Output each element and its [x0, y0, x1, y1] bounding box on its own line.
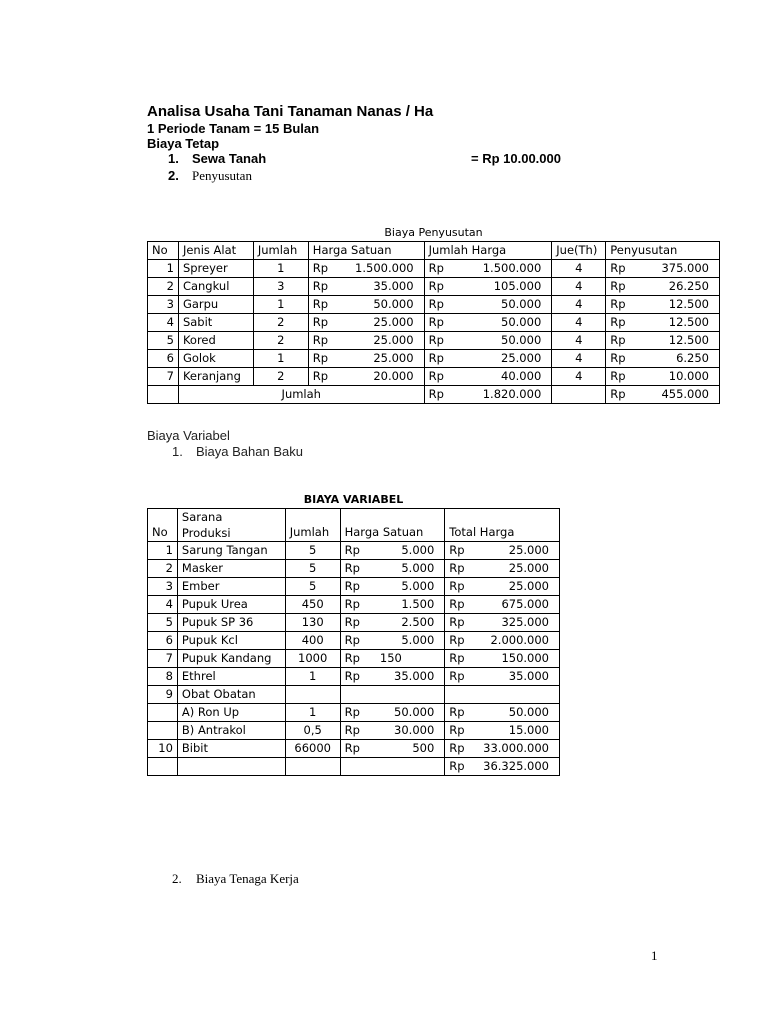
currency: Rp [449, 723, 465, 737]
item-name: Pupuk SP 36 [177, 614, 285, 632]
total-price-cell [445, 578, 560, 596]
total-price: 35.000 [508, 669, 549, 683]
quantity: 3 [253, 278, 308, 296]
table-row [148, 296, 720, 314]
currency: Rp [312, 297, 329, 311]
col-header-unit-price: Harga Satuan [340, 509, 445, 542]
row-number: 9 [148, 686, 178, 704]
quantity: 66000 [285, 740, 340, 758]
unit-price-cell [308, 368, 424, 386]
row-number [148, 704, 178, 722]
header-line: Produksi [181, 526, 231, 540]
total-price-cell [445, 686, 560, 704]
sum-total: 1.820.000 [482, 387, 542, 401]
currency: Rp [312, 351, 329, 365]
row-number: 1 [148, 260, 179, 278]
row-number [148, 722, 178, 740]
col-header-unit-price: Harga Satuan [308, 242, 424, 260]
table-row [148, 614, 560, 632]
total-price: 50.000 [501, 315, 542, 329]
quantity: 2 [253, 368, 308, 386]
sum-empty-cell [148, 386, 179, 404]
quantity: 1 [285, 668, 340, 686]
quantity: 400 [285, 632, 340, 650]
table-row [148, 668, 560, 686]
item-name: B) Antrakol [177, 722, 285, 740]
currency: Rp [610, 279, 626, 293]
currency: Rp [610, 333, 626, 347]
currency: Rp [344, 543, 360, 557]
table-row [148, 278, 720, 296]
table-row [148, 632, 560, 650]
table-row [148, 596, 560, 614]
lifespan-years: 4 [552, 296, 606, 314]
unit-price-cell [340, 722, 445, 740]
variable-costs-table [147, 508, 560, 776]
variable-table-caption: BIAYA VARIABEL [303, 493, 404, 506]
currency: Rp [449, 651, 465, 665]
unit-price: 1.500.000 [355, 261, 414, 275]
land-rent-value: = Rp 10.00.000 [471, 151, 561, 166]
unit-price-cell [340, 704, 445, 722]
unit-price-cell [308, 350, 424, 368]
quantity: 1 [253, 350, 308, 368]
row-number: 4 [148, 314, 179, 332]
unit-price-cell [308, 314, 424, 332]
lifespan-years: 4 [552, 350, 606, 368]
table-sum-row [148, 386, 720, 404]
variable-costs-heading: Biaya Variabel [147, 428, 230, 443]
currency: Rp [449, 561, 465, 575]
currency: Rp [449, 741, 465, 755]
lifespan-years: 4 [552, 278, 606, 296]
total-price-cell [424, 332, 552, 350]
currency: Rp [610, 297, 626, 311]
table-row [148, 758, 560, 776]
item-name: Ethrel [177, 668, 285, 686]
unit-price: 50.000 [373, 297, 414, 311]
currency: Rp [610, 315, 626, 329]
lifespan-years: 4 [552, 314, 606, 332]
item-name: Masker [177, 560, 285, 578]
col-header-no: No [148, 509, 178, 542]
item-name: Kored [178, 332, 253, 350]
row-number: 2 [148, 278, 179, 296]
total-price-cell [445, 614, 560, 632]
lifespan-years: 4 [552, 332, 606, 350]
total-price-cell [424, 314, 552, 332]
item-name: Sarung Tangan [177, 542, 285, 560]
currency: Rp [344, 633, 360, 647]
depreciation-value: 12.500 [668, 333, 709, 347]
unit-price: 25.000 [373, 333, 414, 347]
sum-label: Jumlah [178, 386, 424, 404]
unit-price: 2.500 [401, 615, 435, 629]
fixed-cost-item-depreciation [168, 168, 252, 184]
unit-price-cell [340, 740, 445, 758]
currency: Rp [428, 315, 444, 329]
col-header-lifespan: Jue(Th) [552, 242, 606, 260]
total-price: 150.000 [501, 651, 549, 665]
depreciation-value: 26.250 [668, 279, 709, 293]
total-price: 50.000 [501, 333, 542, 347]
quantity: 1 [285, 704, 340, 722]
table-row [148, 650, 560, 668]
total-price: 105.000 [493, 279, 542, 293]
total-price-cell [424, 296, 552, 314]
table-header-row [148, 242, 720, 260]
depreciation-value: 12.500 [668, 315, 709, 329]
total-price-cell [424, 278, 552, 296]
currency: Rp [428, 387, 444, 401]
total-price: 50.000 [508, 705, 549, 719]
depreciation-value-cell [606, 368, 720, 386]
row-number: 6 [148, 632, 178, 650]
sum-depreciation: 455.000 [661, 387, 709, 401]
table-row [148, 740, 560, 758]
table-row [148, 686, 560, 704]
currency: Rp [344, 651, 360, 665]
quantity: 130 [285, 614, 340, 632]
depreciation-value-cell [606, 278, 720, 296]
currency: Rp [449, 669, 465, 683]
planting-period: 1 Periode Tanam = 15 Bulan [147, 121, 320, 136]
currency: Rp [449, 633, 465, 647]
currency: Rp [312, 315, 329, 329]
row-number: 5 [148, 332, 179, 350]
table-row [148, 332, 720, 350]
row-number: 6 [148, 350, 179, 368]
currency: Rp [610, 351, 626, 365]
unit-price-cell [340, 758, 445, 776]
quantity [285, 758, 340, 776]
row-number: 2 [148, 560, 178, 578]
row-number: 10 [148, 740, 178, 758]
currency: Rp [344, 579, 360, 593]
item-name: Bibit [177, 740, 285, 758]
unit-price: 5.000 [401, 579, 435, 593]
row-number: 7 [148, 368, 179, 386]
total-price: 40.000 [501, 369, 542, 383]
col-header-qty: Jumlah [285, 509, 340, 542]
quantity: 0,5 [285, 722, 340, 740]
variable-item-raw-materials [172, 444, 303, 459]
total-price: 36.325.000 [483, 759, 549, 773]
currency: Rp [428, 369, 444, 383]
total-price: 25.000 [508, 561, 549, 575]
total-price: 25.000 [508, 543, 549, 557]
col-header-total-price: Total Harga [445, 509, 560, 542]
unit-price: 25.000 [373, 315, 414, 329]
unit-price: 35.000 [373, 279, 414, 293]
unit-price: 5.000 [401, 543, 435, 557]
variable-item-labor [172, 871, 299, 887]
unit-price: 1.500 [401, 597, 435, 611]
currency: Rp [428, 261, 444, 275]
unit-price-cell [340, 560, 445, 578]
col-header-qty: Jumlah [253, 242, 308, 260]
table-row [148, 578, 560, 596]
total-price-cell [445, 596, 560, 614]
table-row [148, 368, 720, 386]
total-price-cell [445, 632, 560, 650]
total-price-cell [445, 704, 560, 722]
total-price: 25.000 [501, 351, 542, 365]
depreciation-value: 12.500 [668, 297, 709, 311]
item-name: Obat Obatan [177, 686, 285, 704]
list-label: Biaya Bahan Baku [196, 444, 303, 459]
row-number: 3 [148, 578, 178, 596]
currency: Rp [428, 351, 444, 365]
currency: Rp [449, 705, 465, 719]
col-header-item [177, 509, 285, 542]
quantity: 1 [253, 260, 308, 278]
unit-price-cell [340, 596, 445, 614]
currency: Rp [312, 369, 329, 383]
currency: Rp [449, 543, 465, 557]
currency: Rp [312, 261, 329, 275]
row-number: 5 [148, 614, 178, 632]
item-name [177, 758, 285, 776]
table-row [148, 350, 720, 368]
unit-price-cell [308, 278, 424, 296]
unit-price: 50.000 [394, 705, 435, 719]
depreciation-value-cell [606, 314, 720, 332]
col-header-total-price: Jumlah Harga [424, 242, 552, 260]
unit-price: 5.000 [401, 561, 435, 575]
item-name: A) Ron Up [177, 704, 285, 722]
total-price: 675.000 [501, 597, 549, 611]
row-number: 7 [148, 650, 178, 668]
quantity: 2 [253, 332, 308, 350]
list-number: 1. [168, 151, 179, 166]
table-row [148, 314, 720, 332]
total-price-cell [445, 650, 560, 668]
quantity: 5 [285, 542, 340, 560]
list-number: 2. [168, 168, 179, 183]
unit-price-cell [308, 296, 424, 314]
total-price-cell [445, 758, 560, 776]
depreciation-value: 10.000 [668, 369, 709, 383]
sum-total-cell [424, 386, 552, 404]
col-header-depreciation: Penyusutan [606, 242, 720, 260]
currency: Rp [344, 669, 360, 683]
depreciation-table [147, 241, 720, 404]
depreciation-value-cell [606, 260, 720, 278]
unit-price-cell [340, 686, 445, 704]
unit-price: 20.000 [373, 369, 414, 383]
quantity: 450 [285, 596, 340, 614]
total-price-cell [424, 350, 552, 368]
col-header-item: Jenis Alat [178, 242, 253, 260]
unit-price-cell [340, 614, 445, 632]
currency: Rp [610, 261, 626, 275]
total-price-cell [445, 542, 560, 560]
total-price-cell [445, 740, 560, 758]
list-number: 2. [172, 871, 182, 886]
item-name: Golok [178, 350, 253, 368]
total-price-cell [424, 260, 552, 278]
unit-price-cell [340, 542, 445, 560]
row-number [148, 758, 178, 776]
quantity: 5 [285, 560, 340, 578]
total-price: 25.000 [508, 579, 549, 593]
currency: Rp [344, 741, 360, 755]
item-name: Cangkul [178, 278, 253, 296]
depreciation-value-cell [606, 296, 720, 314]
total-price: 15.000 [508, 723, 549, 737]
unit-price: 30.000 [394, 723, 435, 737]
currency: Rp [428, 297, 444, 311]
quantity: 5 [285, 578, 340, 596]
list-number: 1. [172, 444, 183, 459]
table-row [148, 260, 720, 278]
depreciation-value: 6.250 [676, 351, 709, 365]
item-name: Garpu [178, 296, 253, 314]
table-header-row [148, 509, 560, 542]
currency: Rp [428, 333, 444, 347]
document-title: Analisa Usaha Tani Tanaman Nanas / Ha [147, 103, 434, 120]
depreciation-value: 375.000 [661, 261, 709, 275]
header-line: Sarana [181, 510, 223, 524]
unit-price: 5.000 [401, 633, 435, 647]
lifespan-years: 4 [552, 260, 606, 278]
item-name: Pupuk Kandang [177, 650, 285, 668]
currency: Rp [428, 279, 444, 293]
col-header-no: No [148, 242, 179, 260]
sum-empty-cell [552, 386, 606, 404]
row-number: 4 [148, 596, 178, 614]
currency: Rp [449, 759, 465, 773]
currency: Rp [344, 723, 360, 737]
currency: Rp [449, 615, 465, 629]
sum-dep-cell [606, 386, 720, 404]
unit-price: 500 [412, 741, 435, 755]
currency: Rp [312, 279, 329, 293]
table-row [148, 704, 560, 722]
fixed-costs-heading: Biaya Tetap [147, 136, 220, 151]
depreciation-caption: Biaya Penyusutan [384, 226, 483, 239]
currency: Rp [449, 597, 465, 611]
unit-price: 25.000 [373, 351, 414, 365]
list-label: Biaya Tenaga Kerja [196, 871, 299, 886]
item-name: Pupuk Urea [177, 596, 285, 614]
row-number: 8 [148, 668, 178, 686]
total-price: 325.000 [501, 615, 549, 629]
unit-price: 150 [379, 651, 402, 665]
currency: Rp [344, 615, 360, 629]
table-row [148, 542, 560, 560]
fixed-cost-item-land-rent [168, 151, 266, 166]
item-name: Spreyer [178, 260, 253, 278]
unit-price-cell [308, 332, 424, 350]
depreciation-value-cell [606, 332, 720, 350]
total-price-cell [424, 368, 552, 386]
item-name: Sabit [178, 314, 253, 332]
total-price: 33.000.000 [483, 741, 549, 755]
unit-price-cell [340, 650, 445, 668]
total-price-cell [445, 560, 560, 578]
unit-price: 35.000 [394, 669, 435, 683]
lifespan-years: 4 [552, 368, 606, 386]
currency: Rp [344, 561, 360, 575]
table-row [148, 722, 560, 740]
total-price: 1.500.000 [482, 261, 542, 275]
currency: Rp [312, 333, 329, 347]
item-name: Keranjang [178, 368, 253, 386]
unit-price-cell [340, 668, 445, 686]
depreciation-value-cell [606, 350, 720, 368]
total-price-cell [445, 722, 560, 740]
currency: Rp [449, 579, 465, 593]
row-number: 3 [148, 296, 179, 314]
table-row [148, 560, 560, 578]
item-name: Ember [177, 578, 285, 596]
list-label: Sewa Tanah [192, 151, 267, 166]
currency: Rp [344, 705, 360, 719]
currency: Rp [344, 597, 360, 611]
item-name: Pupuk Kcl [177, 632, 285, 650]
quantity [285, 686, 340, 704]
currency: Rp [610, 369, 626, 383]
row-number: 1 [148, 542, 178, 560]
quantity: 2 [253, 314, 308, 332]
total-price-cell [445, 668, 560, 686]
list-label: Penyusutan [192, 168, 252, 183]
total-price: 2.000.000 [490, 633, 549, 647]
total-price: 50.000 [501, 297, 542, 311]
quantity: 1000 [285, 650, 340, 668]
unit-price-cell [308, 260, 424, 278]
quantity: 1 [253, 296, 308, 314]
page-number: 1 [651, 948, 658, 963]
unit-price-cell [340, 578, 445, 596]
currency: Rp [610, 387, 626, 401]
unit-price-cell [340, 632, 445, 650]
